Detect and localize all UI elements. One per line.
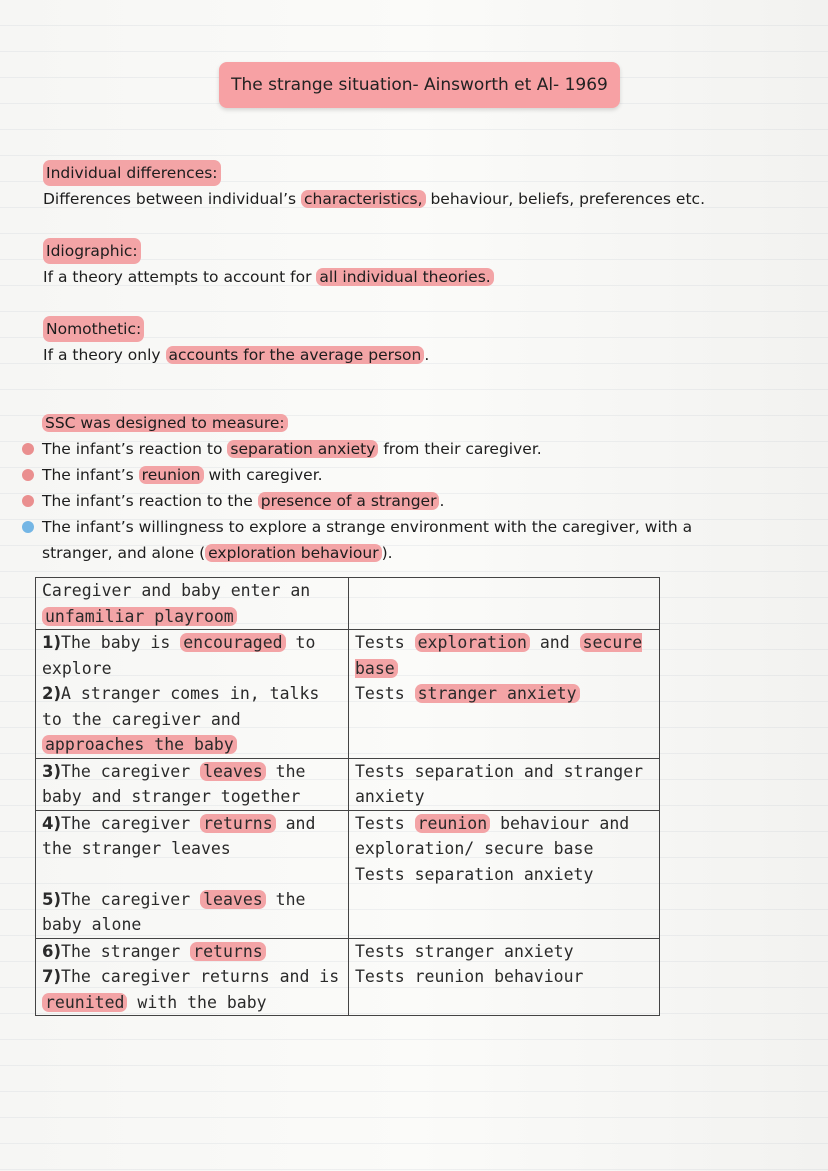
table-cell [349,578,660,630]
table-cell: Caregiver and baby enter an unfamiliar playroom [36,578,349,630]
highlight-characteristics: characteristics, [301,190,426,208]
bullet-dot-icon [22,443,34,455]
table-row [36,758,660,810]
table-cell: Tests stranger anxiety Tests reunion behaviour [349,938,660,1016]
list-item: The infant’s willingness to explore a strange environment with the caregiver, with a stranger, and alone ( exploration behaviour ). [22,514,762,566]
table-cell: 4)The caregiver returns and the stranger leaves 5)The caregiver leaves the baby alone [36,810,349,938]
definition-nomothetic: Nomothetic: If a theory only accounts for the average person . [43,316,429,368]
table-cell: Tests exploration and secure base Tests stranger anxiety [349,630,660,759]
page-title: The strange situation- Ainsworth et Al- 1969 [219,62,620,108]
bullet-dot-icon [22,469,34,481]
table-cell: 1)The baby is encouraged to explore 2)A stranger comes in, talks to the caregiver and approaches the baby [36,630,349,759]
bullet-dot-icon [22,521,34,533]
list-item: The infant’s reaction to the presence of a stranger . [22,488,762,514]
list-item: The infant’s reunion with caregiver. [22,462,762,488]
table-cell: 6)The stranger returns 7)The caregiver returns and is reunited with the baby [36,938,349,1016]
table-cell: 3)The caregiver leaves the baby and stranger together [36,758,349,810]
table-cell: Tests separation and stranger anxiety [349,758,660,810]
highlight-average-person: accounts for the average person [166,346,425,364]
ssc-procedure-table [35,577,660,1016]
definition-individual-differences: Individual differences: Differences between individual’s characteristics, behaviour, beliefs, preferences etc. [43,160,705,212]
table-row [36,578,660,630]
term-individual-differences: Individual differences: [43,160,221,186]
term-idiographic: Idiographic: [43,238,141,264]
list-item: The infant’s reaction to separation anxiety from their caregiver. [22,436,762,462]
highlight-all-individual-theories: all individual theories. [316,268,493,286]
table-row [36,630,660,759]
bullet-dot-icon [22,495,34,507]
table-cell: Tests reunion behaviour and exploration/ secure base Tests separation anxiety [349,810,660,938]
ssc-intro: SSC was designed to measure: [42,414,288,432]
table-row [36,810,660,938]
term-nomothetic: Nomothetic: [43,316,144,342]
ssc-measures [22,410,762,566]
table-row [36,938,660,1016]
definition-idiographic: Idiographic: If a theory attempts to account for all individual theories. [43,238,494,290]
ssc-bullet-list [22,436,762,566]
